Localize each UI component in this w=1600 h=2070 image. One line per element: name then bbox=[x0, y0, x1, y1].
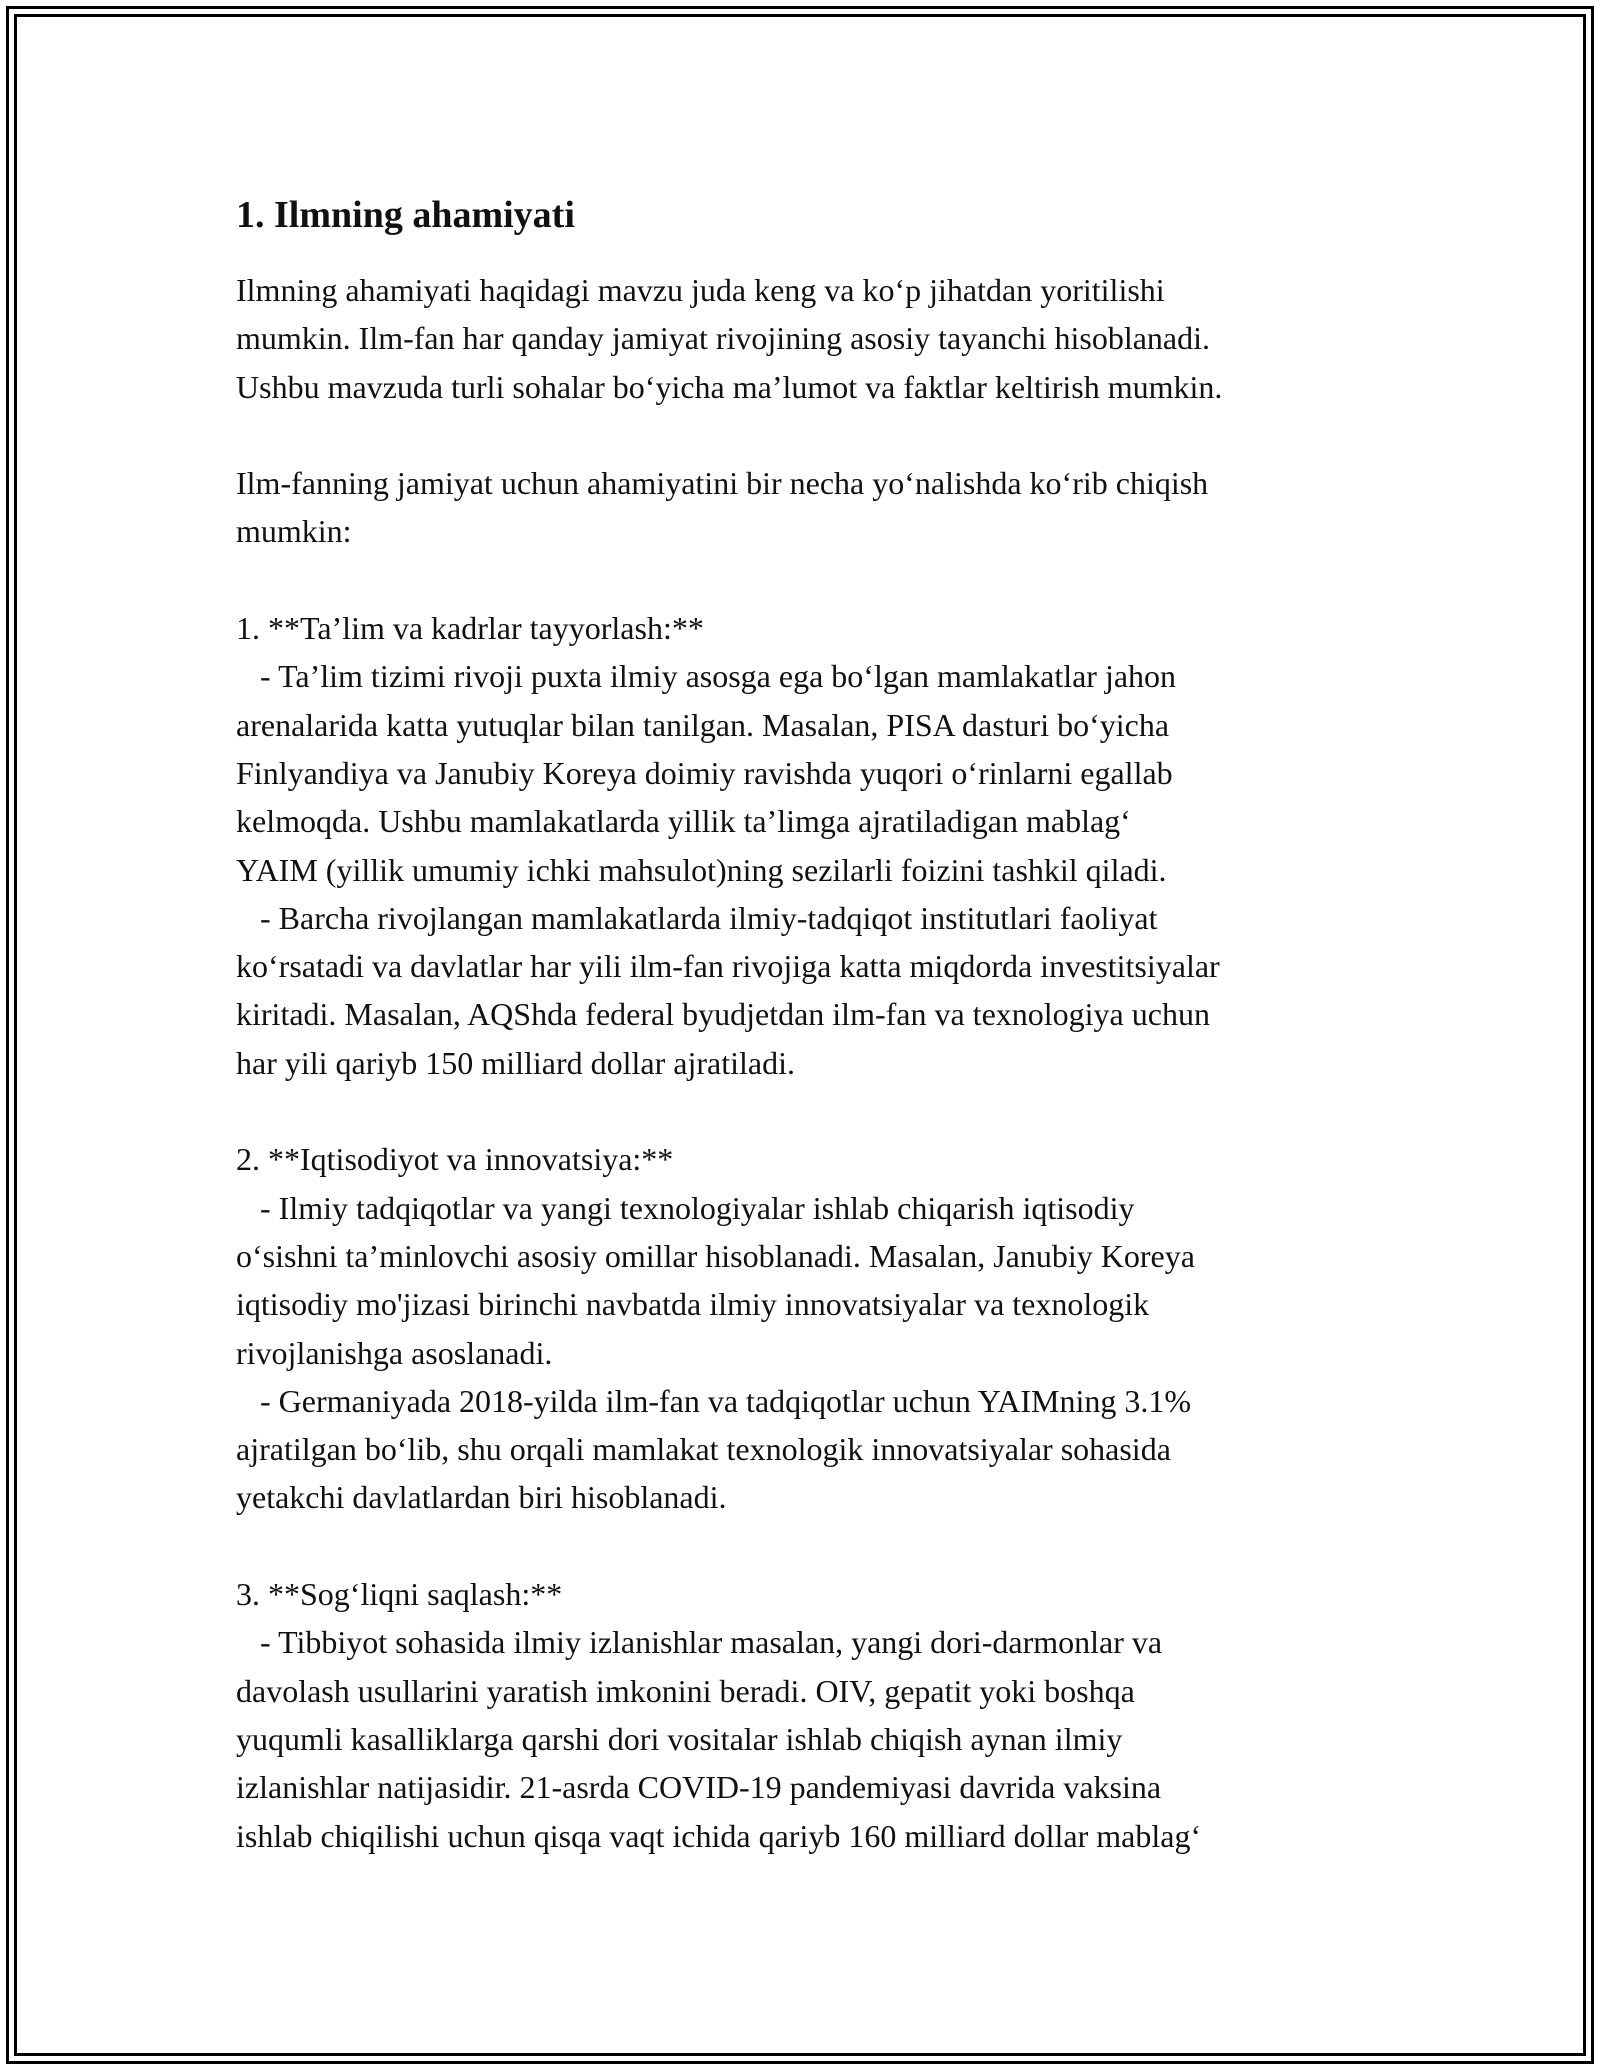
section-economy bbox=[236, 1135, 1396, 1521]
text-line: - Ta’lim tizimi rivoji puxta ilmiy asosga ega bo‘lgan mamlakatlar jahon bbox=[236, 658, 1177, 695]
text-line: Ilm-fanning jamiyat uchun ahamiyatini bir necha yo‘nalishda ko‘rib chiqish bbox=[236, 465, 1209, 502]
document-body bbox=[236, 190, 1396, 1860]
text-line: har yili qariyb 150 milliard dollar ajratiladi. bbox=[236, 1044, 795, 1081]
paragraph-gap bbox=[236, 1087, 1396, 1135]
section-heading: 3. **Sog‘liqni saqlash:** bbox=[236, 1576, 563, 1613]
text-line: - Tibbiyot sohasida ilmiy izlanishlar masalan, yangi dori-darmonlar va bbox=[236, 1624, 1163, 1661]
text-line: yuqumli kasalliklarga qarshi dori vositalar ishlab chiqish aynan ilmiy bbox=[236, 1720, 1123, 1757]
text-line: o‘sishni ta’minlovchi asosiy omillar hisoblanadi. Masalan, Janubiy Koreya bbox=[236, 1237, 1195, 1274]
paragraph-gap bbox=[236, 1522, 1396, 1570]
text-line: kiritadi. Masalan, AQShda federal byudjetdan ilm-fan va texnologiya uchun bbox=[236, 996, 1210, 1033]
text-line: rivojlanishga asoslanadi. bbox=[236, 1334, 553, 1371]
text-line: izlanishlar natijasidir. 21-asrda COVID-19 pandemiyasi davrida vaksina bbox=[236, 1769, 1162, 1806]
text-line: ko‘rsatadi va davlatlar har yili ilm-fan rivojiga katta miqdorda investitsiyalar bbox=[236, 948, 1220, 985]
section-health bbox=[236, 1570, 1396, 1860]
section-heading: 2. **Iqtisodiyot va innovatsiya:** bbox=[236, 1141, 674, 1178]
text-line: ajratilgan bo‘lib, shu orqali mamlakat texnologik innovatsiyalar sohasida bbox=[236, 1431, 1171, 1468]
text-line: mumkin: bbox=[236, 513, 352, 550]
text-line: - Germaniyada 2018-yilda ilm-fan va tadqiqotlar uchun YAIMning 3.1% bbox=[236, 1382, 1192, 1419]
text-line: kelmoqda. Ushbu mamlakatlarda yillik ta’limga ajratiladigan mablag‘ bbox=[236, 803, 1131, 840]
document-title: 1. Ilmning ahamiyati bbox=[236, 194, 575, 236]
text-line: Ilmning ahamiyati haqidagi mavzu juda keng va ko‘p jihatdan yoritilishi bbox=[236, 272, 1165, 308]
paragraph-gap bbox=[236, 556, 1396, 604]
paragraph-gap bbox=[236, 411, 1396, 459]
text-line: davolash usullarini yaratish imkonini beradi. OIV, gepatit yoki boshqa bbox=[236, 1672, 1135, 1709]
text-line: ishlab chiqilishi uchun qisqa vaqt ichida qariyb 160 milliard dollar mablag‘ bbox=[236, 1817, 1202, 1854]
text-line: yetakchi davlatlardan biri hisoblanadi. bbox=[236, 1479, 727, 1516]
text-line: YAIM (yillik umumiy ichki mahsulot)ning sezilarli foizini tashkil qiladi. bbox=[236, 851, 1167, 888]
section-heading: 1. **Ta’lim va kadrlar tayyorlash:** bbox=[236, 610, 704, 647]
lead-paragraph bbox=[236, 459, 1396, 556]
text-line: Finlyandiya va Janubiy Koreya doimiy ravishda yuqori o‘rinlarni egallab bbox=[236, 754, 1173, 791]
intro-paragraph bbox=[236, 266, 1396, 411]
text-line: iqtisodiy mo'jizasi birinchi navbatda ilmiy innovatsiyalar va texnologik bbox=[236, 1286, 1150, 1323]
section-education bbox=[236, 604, 1396, 1087]
text-line: - Ilmiy tadqiqotlar va yangi texnologiyalar ishlab chiqarish iqtisodiy bbox=[236, 1189, 1135, 1226]
text-line: - Barcha rivojlangan mamlakatlarda ilmiy-tadqiqot institutlari faoliyat bbox=[236, 899, 1158, 936]
text-line: mumkin. Ilm-fan har qanday jamiyat rivojining asosiy tayanchi hisoblanadi. bbox=[236, 320, 1210, 357]
text-line: Ushbu mavzuda turli sohalar bo‘yicha ma’lumot va faktlar keltirish mumkin. bbox=[236, 368, 1223, 405]
text-line: arenalarida katta yutuqlar bilan tanilgan. Masalan, PISA dasturi bo‘yicha bbox=[236, 706, 1170, 743]
